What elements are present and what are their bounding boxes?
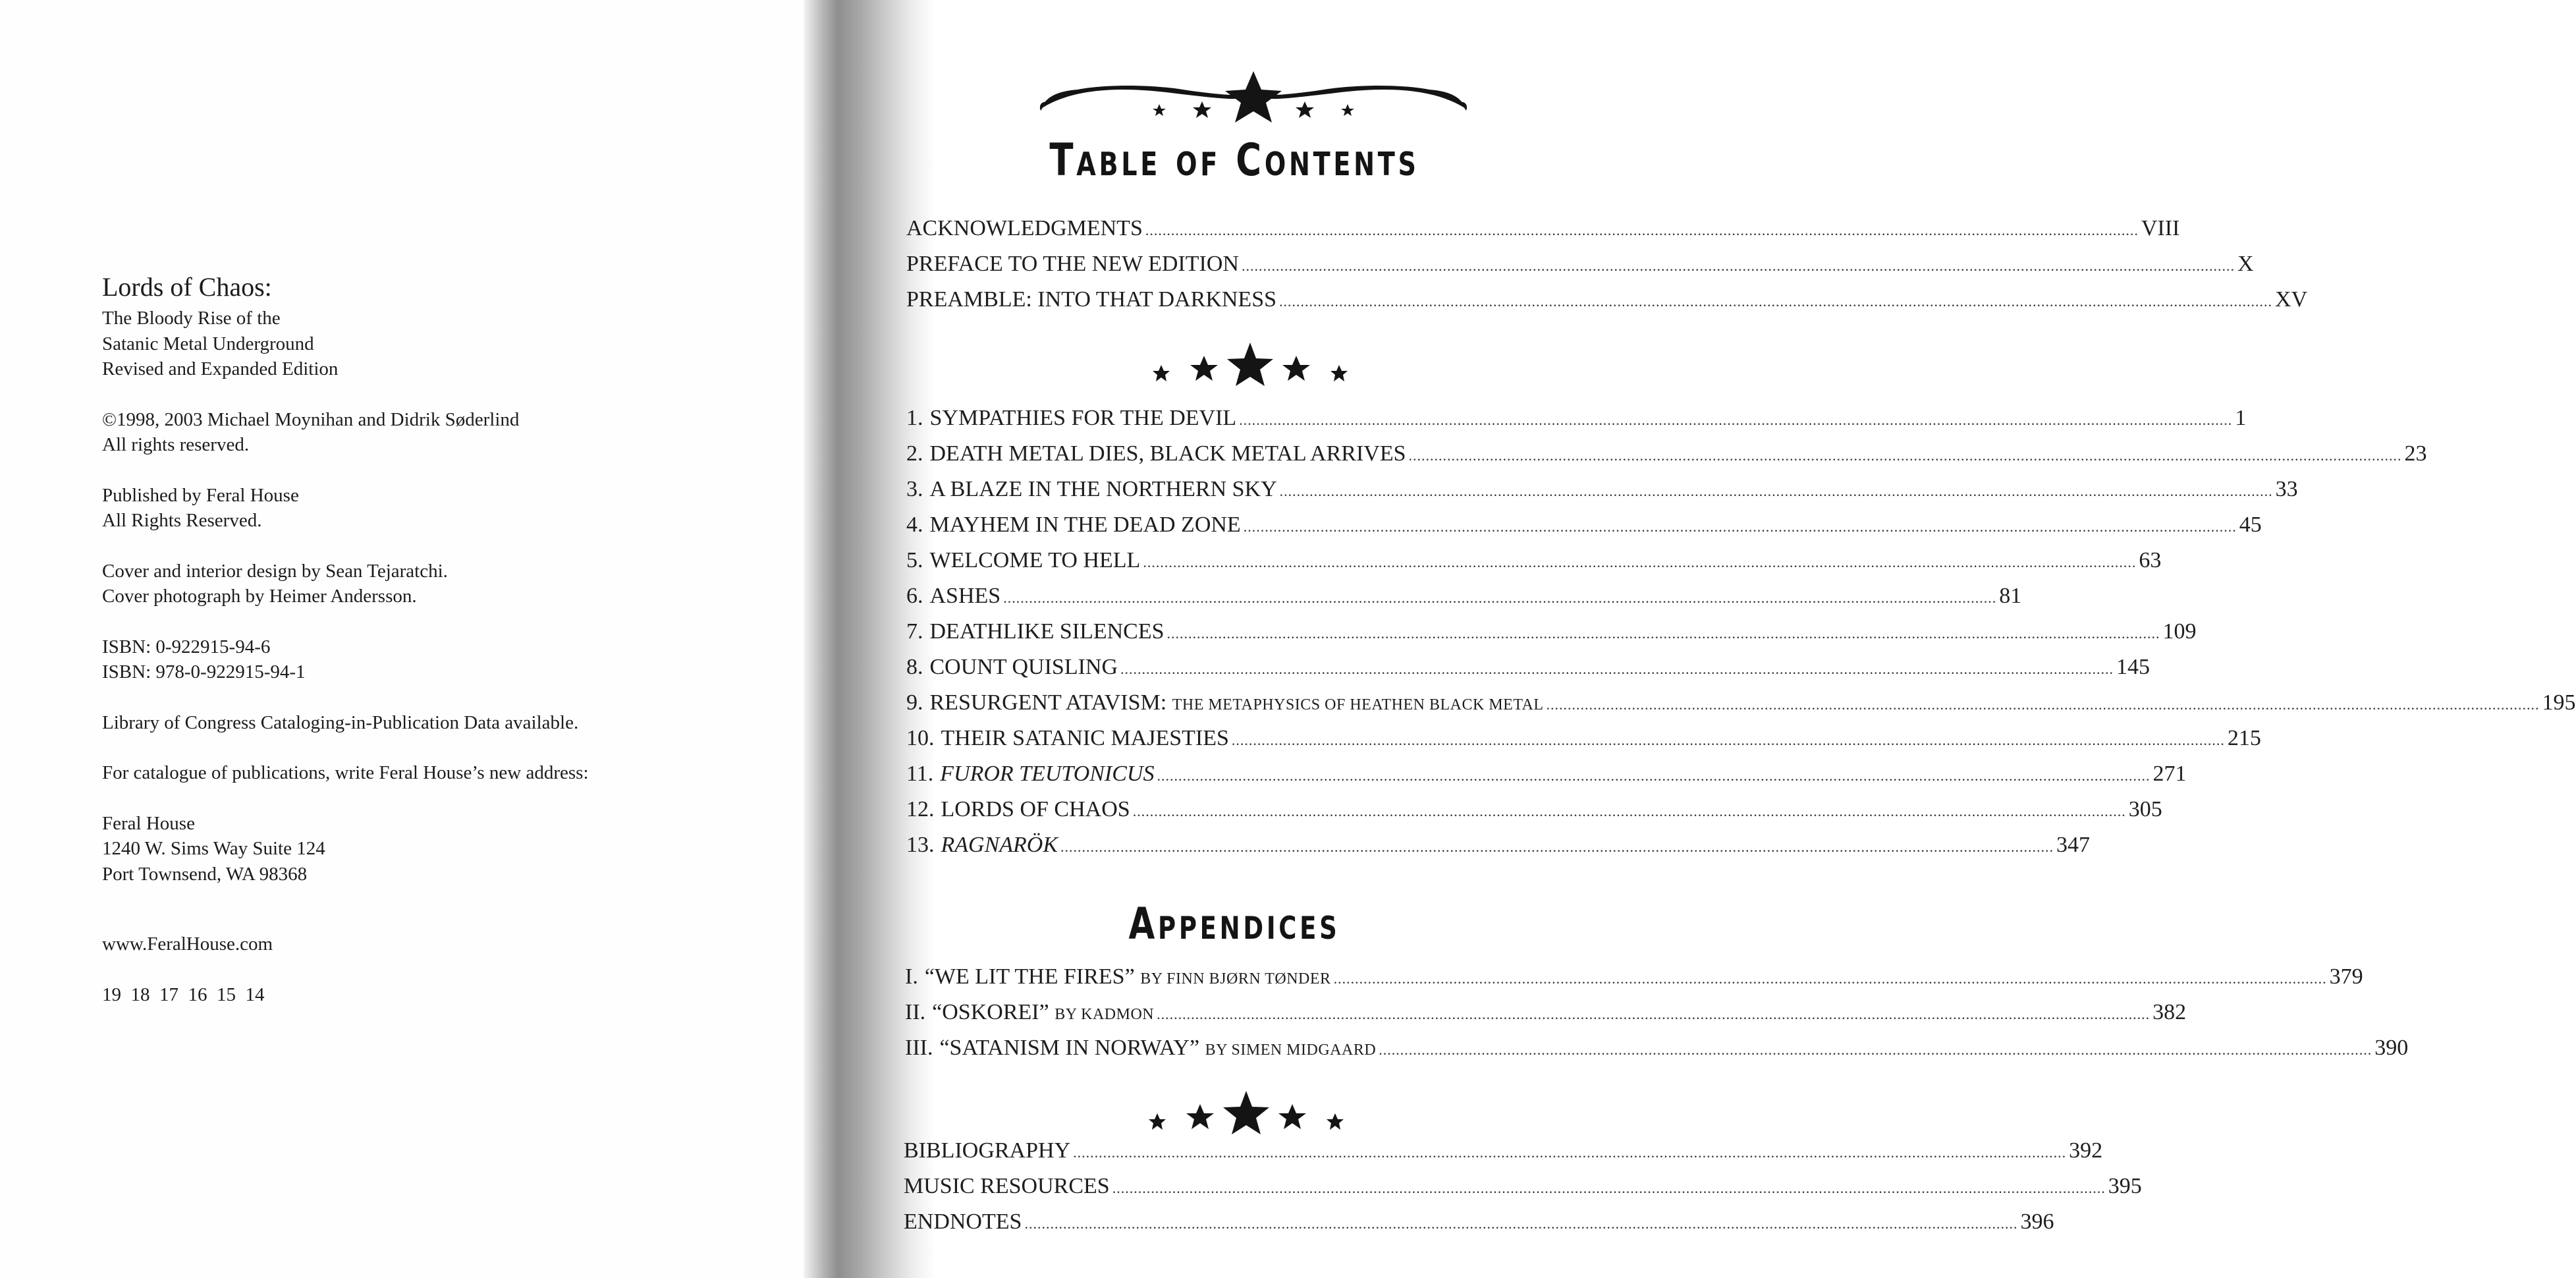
isbn-13: ISBN: 978-0-922915-94-1 bbox=[102, 661, 306, 682]
subtitle-line: Revised and Expanded Edition bbox=[102, 358, 339, 379]
toc-entry-preface: PREFACE TO THE NEW EDITION ..... X bbox=[906, 252, 1738, 287]
printing-block bbox=[102, 982, 761, 1008]
address-block bbox=[102, 811, 761, 887]
toc-title: TABLE OF CONTENTS bbox=[1049, 134, 1419, 186]
toc-entry-appendix: II. “OSKOREI” BY KADMON ..... 382 bbox=[905, 1000, 1735, 1036]
toc-entry-chapter: 6. ASHES ..... 81 bbox=[906, 584, 1738, 619]
copyright-line: ©1998, 2003 Michael Moynihan and Didrik Søderlind bbox=[102, 408, 520, 430]
cip-line: Library of Congress Cataloging-in-Publication Data available. bbox=[102, 711, 579, 733]
imprint-block bbox=[102, 270, 761, 1032]
address-line: Feral House bbox=[102, 812, 195, 834]
toc-entry-chapter: 3. A BLAZE IN THE NORTHERN SKY ..... 33 bbox=[906, 477, 1738, 513]
isbn-block bbox=[102, 634, 761, 685]
toc-entry-chapter: 11. FUROR TEUTONICUS ..... 271 bbox=[906, 762, 1738, 797]
appendix-list bbox=[905, 964, 2409, 1071]
toc-entry-chapter: 2. DEATH METAL DIES, BLACK METAL ARRIVES ..... 23 bbox=[906, 441, 1738, 477]
catalogue-block bbox=[102, 760, 761, 786]
toc-entry-bibliography: BIBLIOGRAPHY ..... 392 bbox=[904, 1138, 1732, 1174]
toc-entry-chapter: 9. RESURGENT ATAVISM: THE METAPHYSICS OF HEATHEN BLACK METAL ..... 195 bbox=[906, 690, 1738, 726]
toc-entry-endnotes: ENDNOTES ..... 396 bbox=[904, 1209, 1732, 1245]
toc-entry-chapter: 4. MAYHEM IN THE DEAD ZONE ..... 45 bbox=[906, 513, 1738, 548]
toc-entry-chapter: 13. RAGNARÖK ..... 347 bbox=[906, 833, 1738, 868]
toc-entry-preamble: PREAMBLE: INTO THAT DARKNESS ..... XV bbox=[906, 287, 1738, 323]
back-matter-list bbox=[904, 1138, 2142, 1245]
toc-entry-chapter: 12. LORDS OF CHAOS ..... 305 bbox=[906, 797, 1738, 833]
address-line: 1240 W. Sims Way Suite 124 bbox=[102, 838, 325, 859]
flourish-star-ornament-icon bbox=[1034, 70, 1473, 125]
chapter-list bbox=[906, 406, 2576, 868]
star-divider-icon bbox=[1145, 341, 1356, 387]
printing-line: 19 18 17 16 15 14 bbox=[102, 984, 265, 1005]
design-credits bbox=[102, 559, 761, 609]
toc-entry-appendix: I. “WE LIT THE FIRES” BY FINN BJØRN TØNDER ..... 379 bbox=[905, 964, 1735, 1000]
toc-entry-chapter: 1. SYMPATHIES FOR THE DEVIL ..... 1 bbox=[906, 406, 1738, 441]
rights-line: All Rights Reserved. bbox=[102, 510, 262, 531]
catalogue-line: For catalogue of publications, write Feral House’s new address: bbox=[102, 762, 589, 783]
star-divider-icon bbox=[1141, 1090, 1352, 1136]
publisher-block bbox=[102, 483, 761, 534]
right-page bbox=[815, 0, 2576, 1278]
toc-entry-chapter: 8. COUNT QUISLING ..... 145 bbox=[906, 655, 1738, 690]
toc-entry-music-resources: MUSIC RESOURCES ..... 395 bbox=[904, 1174, 1732, 1209]
publisher-line: Published by Feral House bbox=[102, 484, 299, 506]
subtitle-line: Satanic Metal Underground bbox=[102, 333, 314, 354]
subtitle-block bbox=[102, 306, 761, 382]
toc-entry-acknowledgments: ACKNOWLEDGMENTS ..... VIII bbox=[906, 216, 1738, 252]
toc-entry-appendix: III. “SATANISM IN NORWAY” BY SIMEN MIDGAARD ..... 390 bbox=[905, 1036, 1735, 1071]
toc-entry-chapter: 5. WELCOME TO HELL ..... 63 bbox=[906, 548, 1738, 584]
rights-line: All rights reserved. bbox=[102, 434, 250, 455]
address-line: Port Townsend, WA 98368 bbox=[102, 863, 308, 885]
left-page bbox=[0, 0, 815, 1278]
copyright-block bbox=[102, 407, 761, 458]
toc-entry-chapter: 7. DEATHLIKE SILENCES ..... 109 bbox=[906, 619, 1738, 655]
website: www.FeralHouse.com bbox=[102, 933, 273, 955]
website-block bbox=[102, 931, 761, 957]
subtitle-line: The Bloody Rise of the bbox=[102, 308, 281, 329]
book-title: Lords of Chaos: bbox=[102, 272, 272, 302]
toc-entry-chapter: 10. THEIR SATANIC MAJESTIES ..... 215 bbox=[906, 726, 1738, 762]
appendices-heading: APPENDICES bbox=[1128, 899, 1340, 949]
design-line: Cover and interior design by Sean Tejaratchi. bbox=[102, 560, 448, 582]
isbn-10: ISBN: 0-922915-94-6 bbox=[102, 636, 271, 657]
cip-block bbox=[102, 710, 761, 736]
front-matter-list bbox=[906, 216, 2308, 323]
photo-line: Cover photograph by Heimer Andersson. bbox=[102, 586, 417, 607]
